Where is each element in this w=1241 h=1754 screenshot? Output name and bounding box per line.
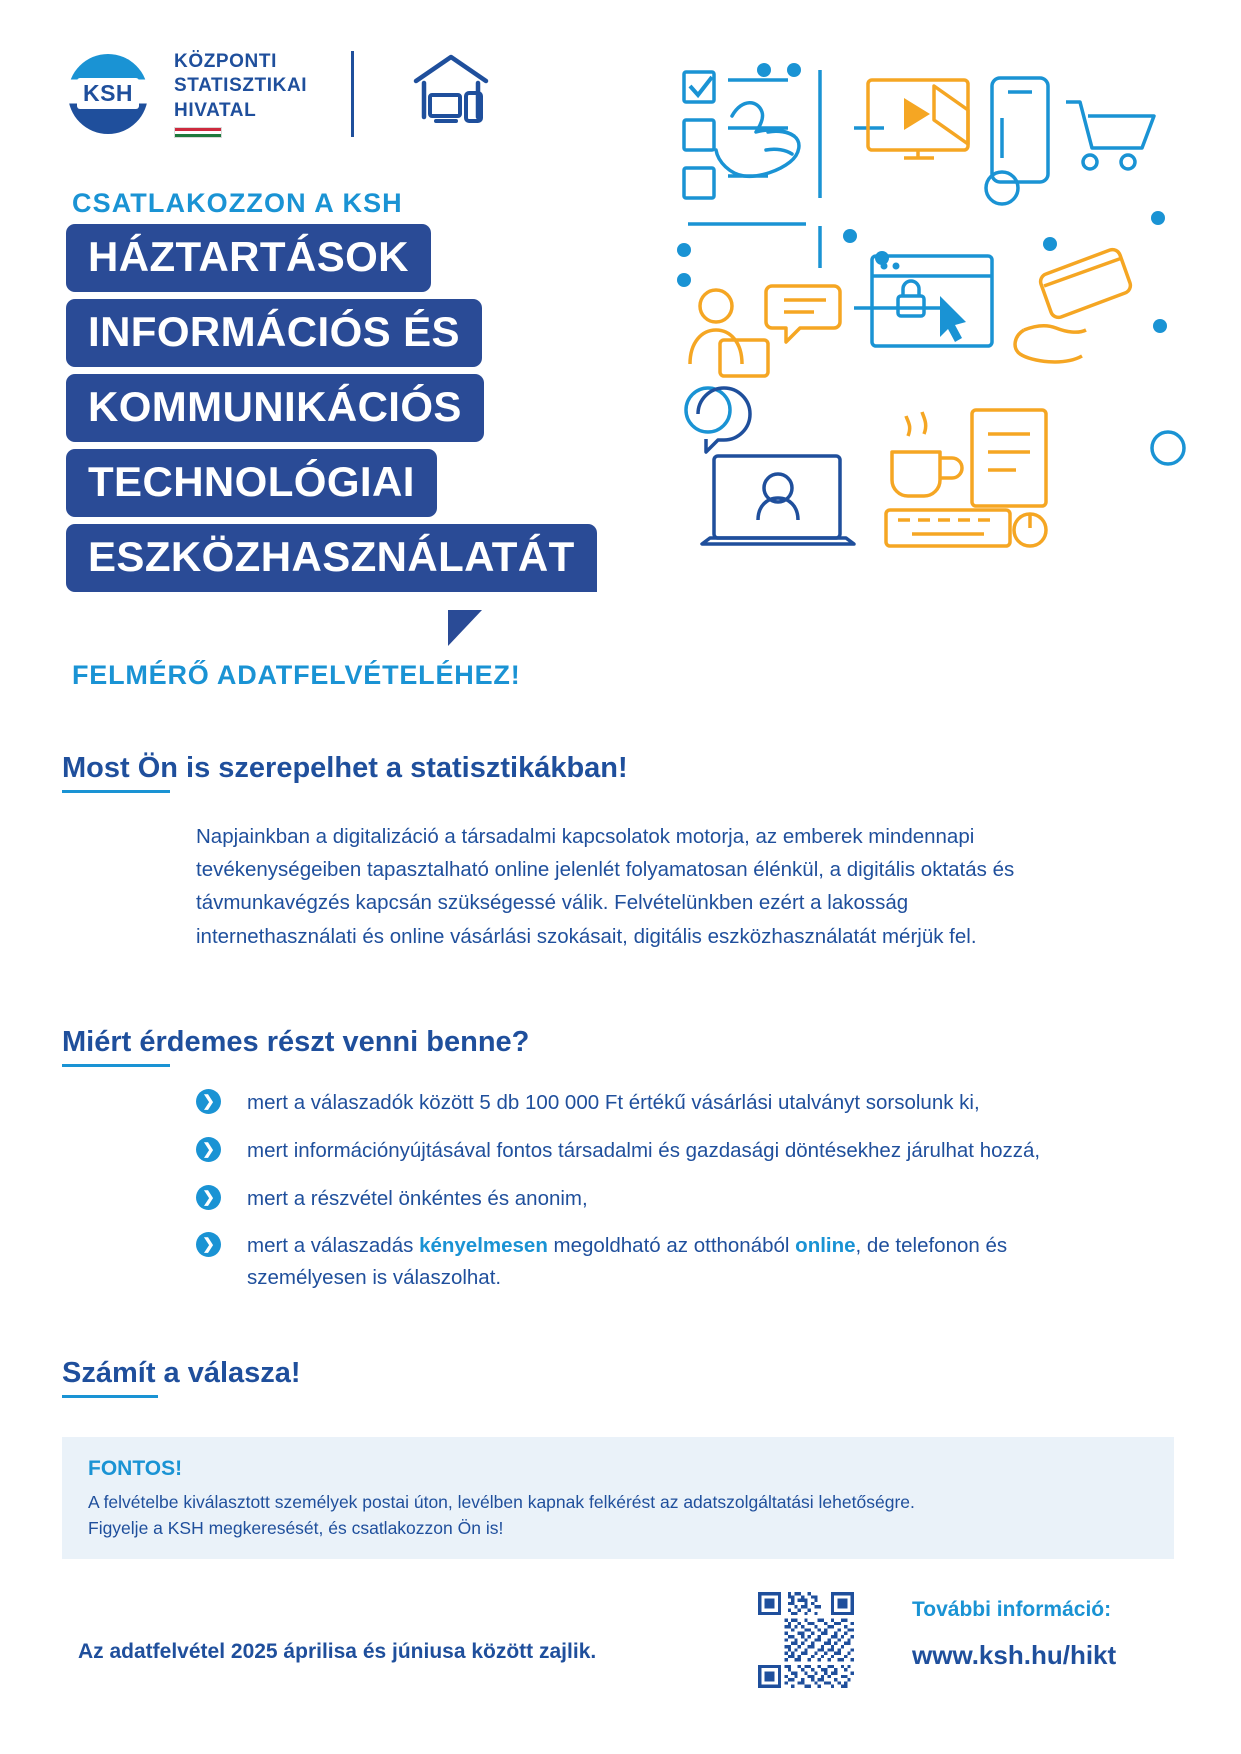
hungary-flag-icon	[174, 127, 222, 138]
hero-subkicker: FELMÉRŐ ADATFELVÉTELÉHEZ!	[72, 660, 521, 690]
notice-line-2: Figyelje a KSH megkeresését, és csatlakozzon Ön is!	[88, 1518, 504, 1539]
hero-title-line-2: INFORMÁCIÓS ÉS	[66, 299, 482, 367]
benefits-list	[196, 1087, 1056, 1310]
notice-title: FONTOS!	[88, 1457, 183, 1480]
speech-bubble-tail	[448, 610, 482, 646]
hero-title-line-5: ESZKÖZHASZNÁLATÁT	[66, 524, 597, 592]
ksh-logo-wordmark	[174, 50, 307, 138]
section-heading-why: Miért érdemes részt venni benne?	[62, 1026, 529, 1067]
important-notice	[62, 1437, 1174, 1559]
intro-paragraph: Napjainkban a digitalizáció a társadalmi kapcsolatok motorja, az emberek mindennapi tevékenységeiben tapasztalható online jelenlét folyamatosan élénkül, a digitális oktatás és távmunkavégzés kapcsán szükségessé válik. Felvételünkben ezért a lakosság internethasználati és online vásárlási szokásait, digitális eszközhasználatát mérjük fel.	[196, 825, 1015, 948]
home-devices-icon	[408, 51, 494, 136]
hero-title-line-1: HÁZTARTÁSOK	[66, 224, 431, 292]
list-item	[196, 1230, 1056, 1294]
chevron-right-circle-icon: ❯	[196, 1185, 221, 1210]
section-heading-closing: Számít a válasza!	[62, 1357, 301, 1398]
hero-title-line-3: KOMMUNIKÁCIÓS	[66, 374, 484, 442]
list-item-text: mert a részvétel önkéntes és anonim,	[247, 1186, 588, 1210]
list-item	[196, 1087, 1056, 1119]
list-item	[196, 1135, 1056, 1167]
logo-divider	[351, 51, 354, 137]
chevron-right-circle-icon: ❯	[196, 1137, 221, 1162]
survey-period-text: Az adatfelvétel 2025 áprilisa és júniusa között zajlik.	[78, 1640, 597, 1663]
more-info-label: További információ:	[912, 1598, 1112, 1621]
hero-title	[66, 224, 597, 599]
hero-kicker: CSATLAKOZZON A KSH	[72, 188, 403, 218]
website-url-link[interactable]: www.ksh.hu/hikt	[912, 1640, 1117, 1670]
qr-code-icon[interactable]	[758, 1592, 854, 1688]
ksh-logo-mark	[68, 54, 148, 134]
hero-title-line-4: TECHNOLÓGIAI	[66, 449, 437, 517]
list-item-text: mert a válaszadás kényelmesen megoldható az otthonából online, de telefonon és személyesen is válaszolhat.	[247, 1234, 1008, 1290]
list-item-text: mert információnyújtásával fontos társadalmi és gazdasági döntésekhez járulhat hozzá,	[247, 1138, 1041, 1162]
ksh-logo-mark-text: KSH	[77, 78, 139, 109]
notice-line-1: A felvételbe kiválasztott személyek postai úton, levélben kapnak felkérést az adatszolgáltatási lehetőségre.	[88, 1492, 915, 1512]
list-item-text: mert a válaszadók között 5 db 100 000 Ft értékű vásárlási utalványt sorsolunk ki,	[247, 1091, 980, 1114]
section-heading-intro: Most Ön is szerepelhet a statisztikákban!	[62, 752, 628, 793]
chevron-right-circle-icon: ❯	[196, 1089, 221, 1114]
ksh-logo-line1: KÖZPONTI	[174, 51, 277, 72]
list-item	[196, 1183, 1056, 1215]
ksh-logo-line2: STATISZTIKAI	[174, 75, 308, 97]
chevron-right-circle-icon: ❯	[196, 1232, 221, 1257]
ksh-logo	[68, 50, 494, 138]
ksh-logo-line3: HIVATAL	[174, 99, 257, 121]
ict-illustration	[672, 58, 1192, 598]
